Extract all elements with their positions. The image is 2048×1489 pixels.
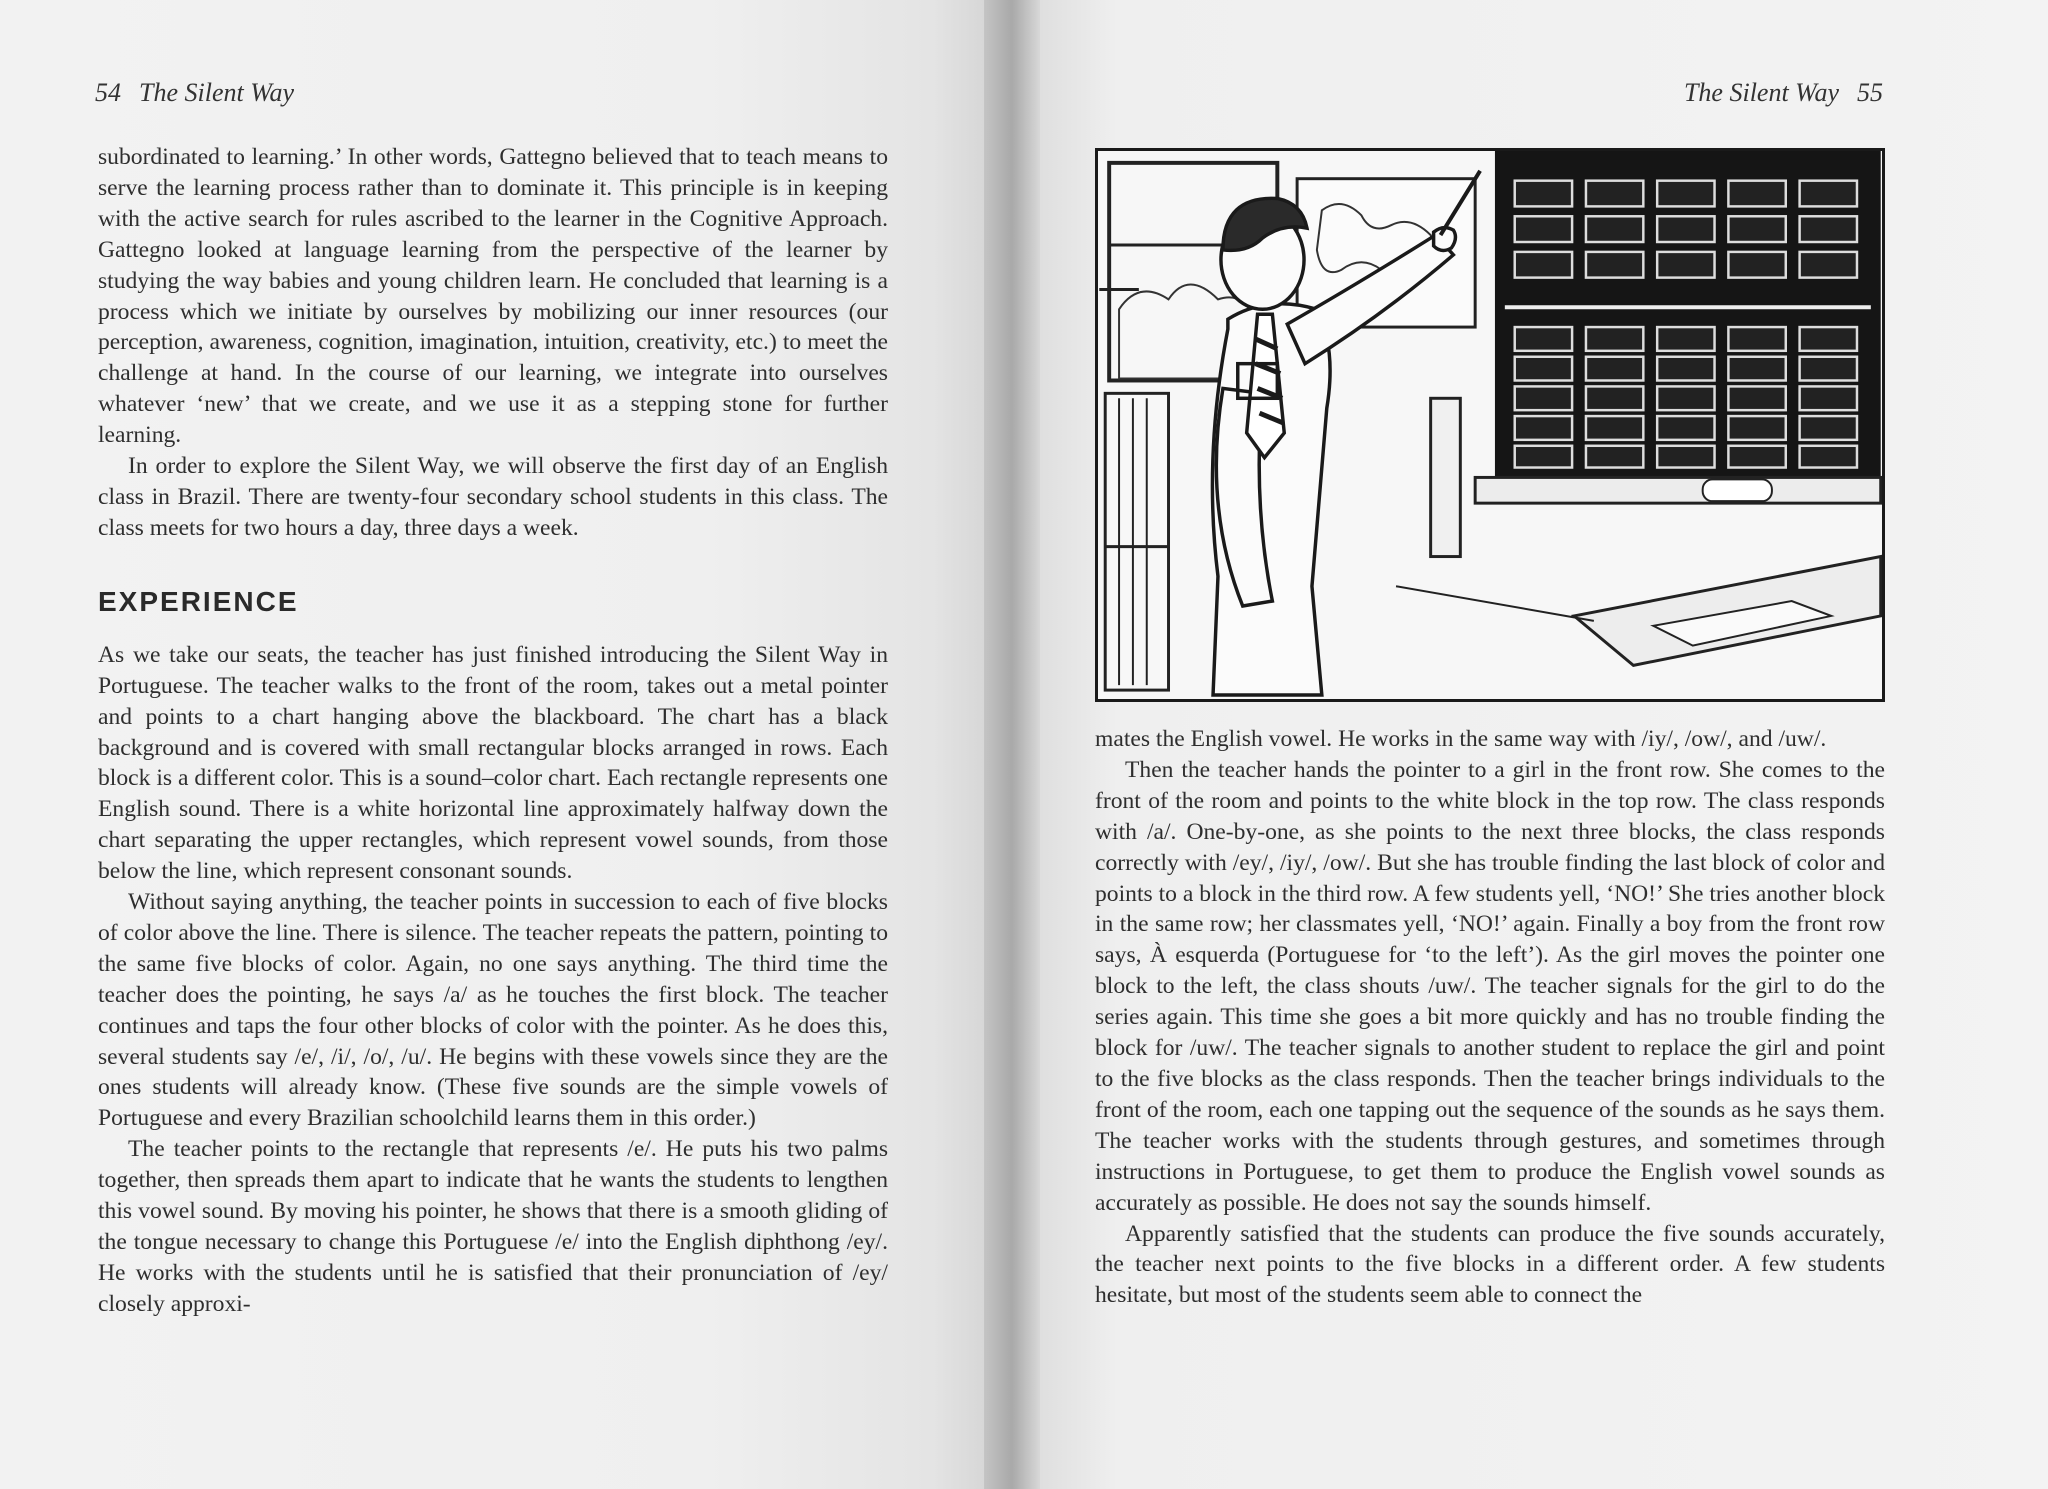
chart-block xyxy=(1657,416,1714,440)
chart-block xyxy=(1515,416,1572,440)
chart-block xyxy=(1657,386,1714,410)
chart-block xyxy=(1728,327,1785,351)
chart-block xyxy=(1515,181,1572,207)
chart-block xyxy=(1800,252,1857,278)
illustration-drawing xyxy=(1098,151,1882,699)
left-running-title: The Silent Way xyxy=(139,78,295,107)
paragraph: subordinated to learning.’ In other words, Gattegno believed that to teach means to serve the learning process rather than to dominate it. This principle is in keeping with the active search for rules ascribed to the learner in the Cognitive Approach. Gattegno looked at language learning from the perspective of the learner by studying the way babies and young children learn. He concluded that learning is a process which we initiate by ourselves by mobilizing our inner resources (our perception, awareness, cognition, imagination, intuition, creativity, etc.) to meet the challenge at hand. In the course of our learning, we integrate into ourselves whatever ‘new’ that we create, and we use it as a stepping stone for further learning. xyxy=(98,144,888,449)
chart-block xyxy=(1515,252,1572,278)
chart-block xyxy=(1728,357,1785,381)
chart-block xyxy=(1728,252,1785,278)
chart-block xyxy=(1515,216,1572,242)
paragraph: mates the English vowel. He works in the same way with /iy/, /ow/, and /uw/. xyxy=(1095,726,1827,752)
chart-block xyxy=(1515,446,1572,468)
chart-block xyxy=(1728,386,1785,410)
paragraph: In order to explore the Silent Way, we will observe the first day of an English class in Brazil. There are twenty-four secondary school students in this class. The class meets for two hours a day, three days a week. xyxy=(98,453,888,541)
chart-block xyxy=(1657,357,1714,381)
chart-block xyxy=(1586,416,1643,440)
chart-block xyxy=(1800,416,1857,440)
chart-block xyxy=(1586,327,1643,351)
chart-block xyxy=(1515,327,1572,351)
chart-block xyxy=(1586,446,1643,468)
left-page-number: 54 xyxy=(95,78,121,107)
right-page-number: 55 xyxy=(1857,78,1883,107)
paragraph: Then the teacher hands the pointer to a girl in the front row. She comes to the front of the room and points to the white block in the top row. The class responds with /a/. One-by-one, as she points to the next three blocks, the class responds correctly with /ey/, /iy/, /ow/. But she has trouble finding the last block of color and points to a block in the third row. A few students yell, ‘NO!’ She tries another block in the same row; her classmates yell, ‘NO!’ again. Finally a boy from the front row says, À esquerda (Portuguese for ‘to the left’). As the girl moves the pointer one block to the left, the class shouts /uw/. The teacher signals for the girl to do the series again. This time she goes a bit more quickly and has no trouble finding the block for /uw/. The teacher signals to another student to replace the girl and point to the five blocks as the class responds. Then the teacher brings individuals to the front of the room, each one tapping out the sequence of the sounds as he says them. The teacher works with the students through gestures, and sometimes through instructions in Portuguese, to get them to produce the English vowel sounds as accurately as possible. He does not say the sounds himself. xyxy=(1095,756,1885,1216)
left-text-column xyxy=(98,142,888,1320)
chart-block xyxy=(1800,386,1857,410)
right-text-column xyxy=(1095,724,1885,1311)
chart-block xyxy=(1515,386,1572,410)
book-gutter xyxy=(984,0,1040,1489)
chart-block xyxy=(1728,446,1785,468)
chart-block xyxy=(1800,446,1857,468)
chart-block xyxy=(1657,446,1714,468)
chart-block xyxy=(1800,357,1857,381)
section-heading: EXPERIENCE xyxy=(98,585,299,617)
chart-block xyxy=(1800,327,1857,351)
paragraph: The teacher points to the rectangle that represents /e/. He puts his two palms together, then spreads them apart to indicate that he wants the students to lengthen this vowel sound. By moving his pointer, he shows that there is a smooth gliding of the tongue necessary to change this Portuguese /e/ into the English diphthong /ey/. He works with the students until he is satisfied that their pronunciation of /ey/ closely approxi- xyxy=(98,1136,888,1317)
chart-block xyxy=(1657,181,1714,207)
paragraph: Apparently satisfied that the students can produce the five sounds accurately, the teacher next points to the five blocks in a different order. A few students hesitate, but most of the students seem able to connect the xyxy=(1095,1220,1885,1309)
paragraph: Without saying anything, the teacher points in succession to each of five blocks of color above the line. There is silence. The teacher repeats the pattern, pointing to the same five blocks of color. Again, no one says anything. The third time the teacher does the pointing, he says /a/ as he touches the first block. The teacher continues and taps the four other blocks of color with the pointer. As he does this, several students say /e/, /i/, /o/, /u/. He begins with these vowels since they are the ones students will already know. (These five sounds are the simple vowels of Portuguese and every Brazilian schoolchild learns them in this order.) xyxy=(98,889,888,1132)
chart-block xyxy=(1728,416,1785,440)
chart-block xyxy=(1657,216,1714,242)
paragraph: As we take our seats, the teacher has just finished introducing the Silent Way in Portuguese. The teacher walks to the front of the room, takes out a metal pointer and points to a chart hanging above the blackboard. The chart has a black background and is covered with small rectangular blocks arranged in rows. Each block is a different color. This is a sound–color chart. Each rectangle represents one English sound. There is a white horizontal line approximately halfway down the chart separating the upper rectangles, which represent vowel sounds, from those below the line, which represent consonant sounds. xyxy=(98,641,888,885)
chart-block xyxy=(1728,216,1785,242)
left-running-head xyxy=(95,78,294,108)
chart-block xyxy=(1586,181,1643,207)
right-running-head xyxy=(1684,78,1883,108)
chart-block xyxy=(1586,216,1643,242)
chart-block xyxy=(1800,216,1857,242)
teacher-illustration xyxy=(1095,148,1885,702)
chart-block xyxy=(1728,181,1785,207)
chalk-tray xyxy=(1475,477,1881,503)
right-running-title: The Silent Way xyxy=(1683,78,1839,107)
chart-block xyxy=(1515,357,1572,381)
chart-block xyxy=(1586,252,1643,278)
eraser xyxy=(1703,479,1772,501)
chart-block xyxy=(1586,386,1643,410)
chart-block xyxy=(1657,252,1714,278)
chart-block xyxy=(1586,357,1643,381)
chart-block xyxy=(1657,327,1714,351)
chart-block xyxy=(1800,181,1857,207)
